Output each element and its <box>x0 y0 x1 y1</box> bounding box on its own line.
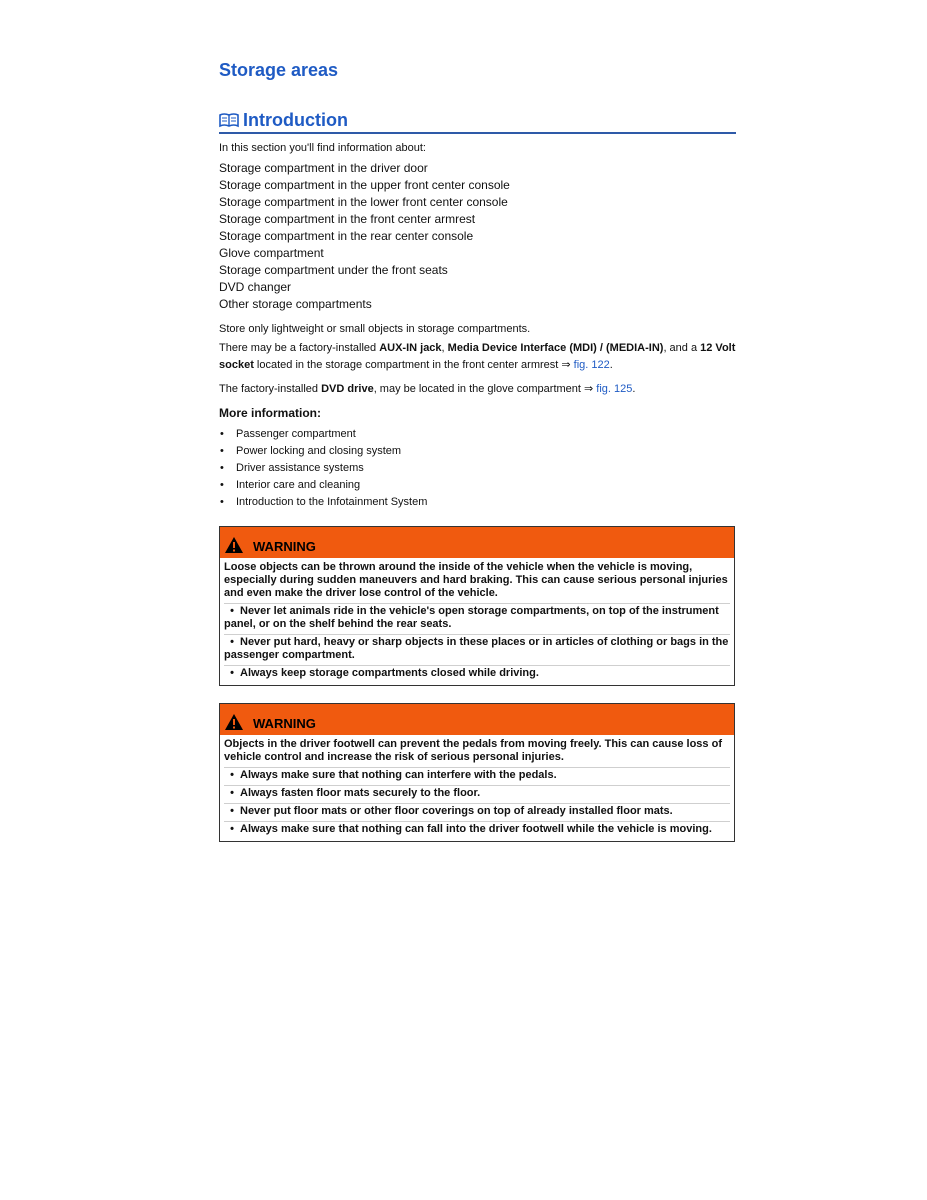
bullet: • <box>230 769 234 781</box>
warning-item <box>224 768 730 786</box>
topic-item[interactable]: Glove compartment <box>219 246 324 260</box>
warning-triangle-icon <box>224 536 244 554</box>
fig-125-link[interactable]: fig. 125 <box>596 383 633 395</box>
fig-122-link[interactable]: fig. 122 <box>573 359 610 371</box>
aux-socket-note <box>219 340 736 374</box>
topic-item[interactable]: Storage compartment in the upper front center console <box>219 178 510 192</box>
more-info-label: Power locking and closing system <box>236 445 402 457</box>
warning-item-text: Always fasten floor mats securely to the floor. <box>240 787 481 799</box>
topic-item[interactable]: Storage compartment in the rear center console <box>219 229 474 243</box>
topic-item[interactable]: DVD changer <box>219 280 292 294</box>
dvd-term: DVD drive <box>321 383 374 395</box>
warning-item-text: Never put floor mats or other floor coverings on top of already installed floor mats. <box>240 805 673 817</box>
more-info-list <box>219 426 427 511</box>
bullet: • <box>220 496 224 508</box>
warning-item <box>224 786 730 804</box>
topic-item[interactable]: Storage compartment under the front seats <box>219 263 448 277</box>
warning-text: Objects in the driver footwell can prevent the pedals from moving freely. This can cause loss of vehicle control and increase the risk of serious personal injuries. <box>224 737 730 768</box>
more-info-label: Introduction to the Infotainment System <box>236 496 428 508</box>
topic-list <box>219 160 510 313</box>
warning-item <box>224 604 730 635</box>
bullet: • <box>220 445 224 457</box>
more-info-label: Interior care and cleaning <box>236 479 361 491</box>
warning-item <box>224 804 730 822</box>
warning-item <box>224 635 730 666</box>
bullet: • <box>220 479 224 491</box>
warning-box-loose-objects <box>219 526 735 686</box>
bullet: • <box>230 667 234 679</box>
warning-box-footwell <box>219 703 735 842</box>
warning-body <box>220 735 734 841</box>
warning-item-text: Always keep storage compartments closed while driving. <box>240 667 539 679</box>
warning-item-text: Always make sure that nothing can fall into the driver footwell while the vehicle is moving. <box>240 823 712 835</box>
text: The factory-installed <box>219 383 322 395</box>
page-title: Storage areas <box>219 60 339 80</box>
warning-item-text: Never put hard, heavy or sharp objects in these places or in articles of clothing or bags in the passenger compartment. <box>224 636 729 661</box>
dvd-note <box>219 381 736 398</box>
more-info-item[interactable] <box>219 460 427 477</box>
topic-item[interactable]: Other storage compartments <box>219 297 372 311</box>
warning-triangle-icon <box>224 713 244 731</box>
text: There may be a factory-installed <box>219 342 380 354</box>
topic-item[interactable]: Storage compartment in the front center armrest <box>219 212 476 226</box>
text: . <box>632 383 636 395</box>
topic-item[interactable]: Storage compartment in the lower front center console <box>219 195 508 209</box>
bullet: • <box>220 462 224 474</box>
warning-header <box>220 704 734 735</box>
warning-item <box>224 666 730 683</box>
bullet: • <box>220 428 224 440</box>
aux-in-term: AUX-IN jack <box>379 342 442 354</box>
more-info-label: Driver assistance systems <box>236 462 364 474</box>
text: , <box>441 342 448 354</box>
mdi-term: Media Device Interface (MDI) / (MEDIA-IN) <box>447 342 664 354</box>
topic-item[interactable]: Storage compartment in the driver door <box>219 161 428 175</box>
section-heading <box>219 108 736 134</box>
bullet: • <box>230 605 234 617</box>
more-info-heading: More information: <box>219 406 321 420</box>
section-title: Introduction <box>243 109 348 130</box>
warning-item-text: Never let animals ride in the vehicle's open storage compartments, on top of the instrument panel, or on the shelf behind the rear seats. <box>224 605 719 630</box>
bullet: • <box>230 823 234 835</box>
section-intro: In this section you'll find information about: <box>219 142 426 154</box>
warning-body <box>220 558 734 685</box>
bullet: • <box>230 636 234 648</box>
bullet: • <box>230 805 234 817</box>
more-info-item[interactable] <box>219 477 427 494</box>
bullet: • <box>230 787 234 799</box>
warning-item-text: Always make sure that nothing can interfere with the pedals. <box>240 769 557 781</box>
storage-note: Store only lightweight or small objects in storage compartments. <box>219 323 531 335</box>
warning-item <box>224 822 730 839</box>
warning-header <box>220 527 734 558</box>
more-info-item[interactable] <box>219 443 427 460</box>
text: , may be located in the glove compartment ⇒ <box>373 383 597 395</box>
more-info-item[interactable] <box>219 426 427 443</box>
socket-term: 12 Volt socket <box>219 342 736 371</box>
more-info-label: Passenger compartment <box>236 428 356 440</box>
text: . <box>609 359 613 371</box>
text: , and a <box>663 342 701 354</box>
warning-title: WARNING <box>253 716 316 731</box>
warning-title: WARNING <box>253 539 316 554</box>
book-icon <box>219 112 239 128</box>
more-info-item[interactable] <box>219 494 427 511</box>
warning-text: Loose objects can be thrown around the inside of the vehicle when the vehicle is moving, especially during sudden maneuvers and hard braking. This can cause serious personal injuries and even make the driver lose control of the vehicle. <box>224 560 730 604</box>
text: located in the storage compartment in the front center armrest ⇒ <box>253 359 574 371</box>
